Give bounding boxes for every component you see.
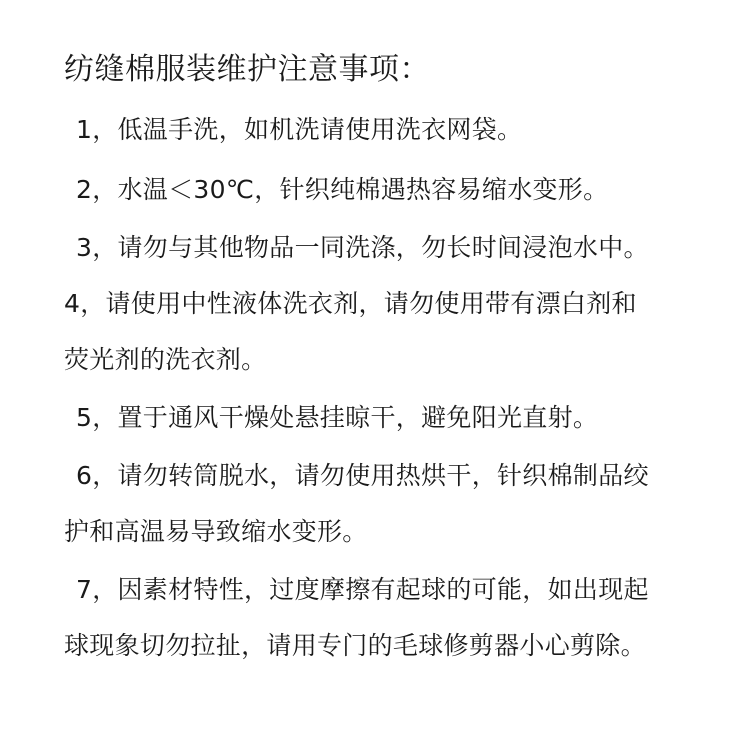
instruction-line-6: 6，请勿转筒脱水，请勿使用热烘干，针织棉制品绞	[76, 461, 649, 490]
instruction-line-5: 5，置于通风干燥处悬挂晾干，避免阳光直射。	[76, 403, 599, 432]
instruction-line-4-continued: 荧光剂的洗衣剂。	[64, 345, 267, 374]
document-title: 纺缝棉服装维护注意事项：	[64, 52, 430, 87]
instruction-line-2: 2，水温＜30℃，针织纯棉遇热容易缩水变形。	[76, 175, 609, 204]
instruction-line-6-continued: 护和高温易导致缩水变形。	[64, 517, 368, 546]
instruction-line-7-continued: 球现象切勿拉扯，请用专门的毛球修剪器小心剪除。	[64, 631, 646, 660]
instruction-line-7: 7，因素材特性，过度摩擦有起球的可能，如出现起	[76, 575, 649, 604]
instruction-line-3: 3，请勿与其他物品一同洗涤，勿长时间浸泡水中。	[76, 233, 649, 262]
instruction-line-4: 4，请使用中性液体洗衣剂，请勿使用带有漂白剂和	[64, 289, 637, 318]
instruction-line-1: 1，低温手洗，如机洗请使用洗衣网袋。	[76, 115, 523, 144]
